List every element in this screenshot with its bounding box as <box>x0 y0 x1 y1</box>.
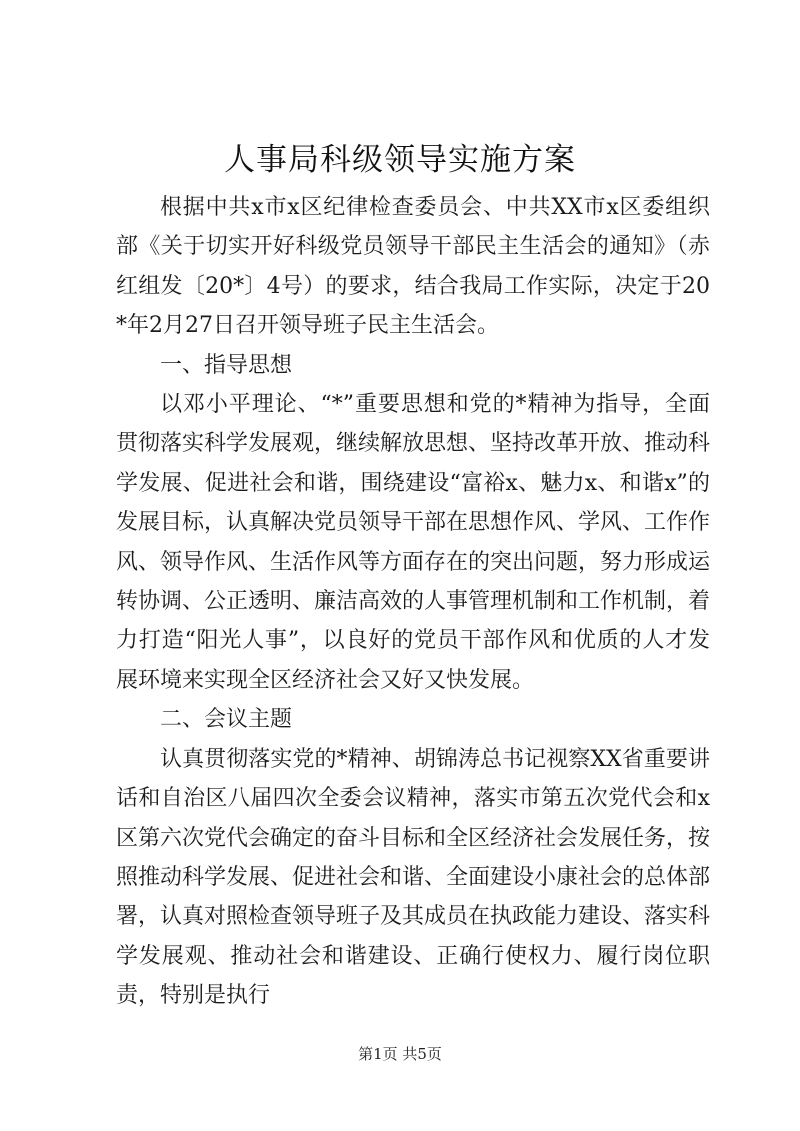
paragraph-intro: 根据中共x市x区纪律检查委员会、中共XX市x区委组织部《关于切实开好科级党员领导干部民主生活会的通知》（赤红组发〔20*〕4号）的要求，结合我局工作实际，决定于20*年2月27日召开领导班子民主生活会。 <box>116 195 710 339</box>
paragraph-meeting-theme: 认真贯彻落实党的*精神、胡锦涛总书记视察XX省重要讲话和自治区八届四次全委会议精神，落实市第五次党代会和x区第六次党代会确定的奋斗目标和全区经济社会发展任务，按照推动科学发展、促进社会和谐、全面建设小康社会的总体部署，认真对照检查领导班子及其成员在执政能力建设、落实科学发展观、推动社会和谐建设、正确行使权力、履行岗位职责，特别是执行 <box>116 746 711 1009</box>
paragraph-guiding-thought: 以邓小平理论、“*”重要思想和党的*精神为指导，全面贯彻落实科学发展观，继续解放思想、坚持改革开放、推动科学发展、促进社会和谐，围绕建设“富裕x、魅力x、和谐x”的发展目标，认真解决党员领导干部在思想作风、学风、工作作风、领导作风、生活作风等方面存在的突出问题，努力形成运转协调、公正透明、廉洁高效的人事管理机制和工作机制，着力打造“阳光人事”，以良好的党员干部作风和优质的人才发展环境来实现全区经济社会又好又快发展。 <box>116 392 711 693</box>
document-title: 人事局科级领导实施方案 <box>224 142 576 178</box>
page-number-footer: 第1页 共5页 <box>358 1045 442 1063</box>
section-heading-meeting-theme: 二、会议主题 <box>160 707 293 733</box>
document-body <box>116 188 710 1016</box>
section-heading-guiding-thought: 一、指导思想 <box>160 352 293 378</box>
